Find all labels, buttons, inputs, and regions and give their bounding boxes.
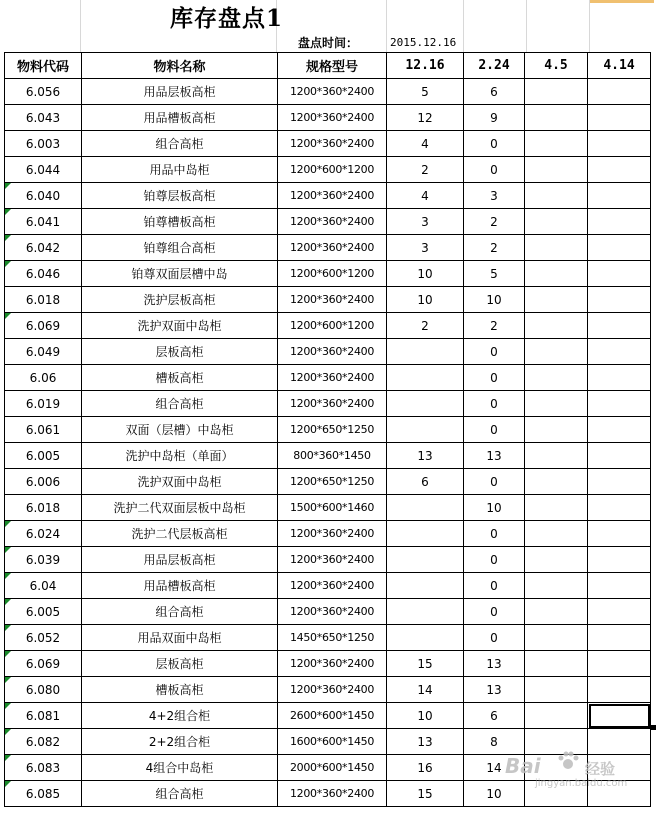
count-45-cell[interactable] <box>525 443 588 469</box>
material-code-cell[interactable]: 6.083 <box>5 755 82 781</box>
count-224-cell[interactable]: 2 <box>464 235 525 261</box>
material-name-cell[interactable]: 组合高柜 <box>82 391 278 417</box>
table-row <box>5 131 651 157</box>
count-1216-cell[interactable]: 13 <box>387 443 464 469</box>
material-name-cell[interactable]: 4组合中岛柜 <box>82 755 278 781</box>
spec-cell[interactable]: 1200*360*2400 <box>278 573 387 599</box>
count-45-cell[interactable] <box>525 547 588 573</box>
gridline <box>80 0 81 52</box>
material-name-cell[interactable]: 组合高柜 <box>82 131 278 157</box>
spec-cell[interactable]: 2600*600*1450 <box>278 703 387 729</box>
material-name-cell[interactable]: 组合高柜 <box>82 781 278 807</box>
count-224-cell[interactable]: 5 <box>464 261 525 287</box>
count-414-cell[interactable] <box>588 79 651 105</box>
count-1216-cell[interactable]: 4 <box>387 131 464 157</box>
count-1216-cell[interactable]: 5 <box>387 79 464 105</box>
header-row <box>5 53 651 79</box>
material-name-cell[interactable]: 槽板高柜 <box>82 365 278 391</box>
material-name-cell[interactable]: 用品双面中岛柜 <box>82 625 278 651</box>
inventory-date-label[interactable]: 盘点时间： <box>298 36 359 50</box>
material-code-cell[interactable]: 6.081 <box>5 703 82 729</box>
count-224-cell[interactable]: 10 <box>464 495 525 521</box>
count-45-cell[interactable] <box>525 521 588 547</box>
count-224-cell[interactable]: 0 <box>464 625 525 651</box>
count-45-cell[interactable] <box>525 391 588 417</box>
table-row <box>5 547 651 573</box>
material-name-cell[interactable]: 组合高柜 <box>82 599 278 625</box>
count-45-cell[interactable] <box>525 417 588 443</box>
count-414-cell[interactable] <box>588 443 651 469</box>
count-1216-cell[interactable]: 10 <box>387 287 464 313</box>
count-224-cell[interactable]: 0 <box>464 469 525 495</box>
fill-handle[interactable] <box>651 725 656 730</box>
spec-cell[interactable]: 800*360*1450 <box>278 443 387 469</box>
spec-cell[interactable]: 1200*360*2400 <box>278 677 387 703</box>
count-224-cell[interactable]: 2 <box>464 209 525 235</box>
gridline <box>526 0 527 52</box>
count-45-cell[interactable] <box>525 157 588 183</box>
material-name-cell[interactable]: 层板高柜 <box>82 651 278 677</box>
count-45-cell[interactable] <box>525 261 588 287</box>
count-45-cell[interactable] <box>525 651 588 677</box>
spec-cell[interactable]: 1200*650*1250 <box>278 469 387 495</box>
material-code-cell[interactable]: 6.061 <box>5 417 82 443</box>
count-224-cell[interactable]: 0 <box>464 547 525 573</box>
count-224-cell[interactable]: 6 <box>464 703 525 729</box>
table-row <box>5 209 651 235</box>
count-414-cell[interactable] <box>588 625 651 651</box>
count-45-cell[interactable] <box>525 573 588 599</box>
table-row <box>5 729 651 755</box>
count-224-cell[interactable]: 8 <box>464 729 525 755</box>
count-224-cell[interactable]: 0 <box>464 417 525 443</box>
count-414-cell[interactable] <box>588 521 651 547</box>
count-224-cell[interactable]: 13 <box>464 651 525 677</box>
material-name-cell[interactable]: 铂尊组合高柜 <box>82 235 278 261</box>
material-name-cell[interactable]: 洗护双面中岛柜 <box>82 313 278 339</box>
material-code-cell[interactable]: 6.069 <box>5 313 82 339</box>
material-code-cell[interactable]: 6.003 <box>5 131 82 157</box>
material-code-cell[interactable]: 6.044 <box>5 157 82 183</box>
count-414-cell[interactable] <box>588 157 651 183</box>
count-45-cell[interactable] <box>525 339 588 365</box>
material-code-cell[interactable]: 6.005 <box>5 599 82 625</box>
count-414-cell[interactable] <box>588 365 651 391</box>
material-name-cell[interactable]: 用品层板高柜 <box>82 79 278 105</box>
spec-cell[interactable]: 1200*360*2400 <box>278 599 387 625</box>
material-name-cell[interactable]: 洗护双面中岛柜 <box>82 469 278 495</box>
spec-cell[interactable]: 1200*360*2400 <box>278 365 387 391</box>
count-224-cell[interactable]: 0 <box>464 521 525 547</box>
count-45-cell[interactable] <box>525 235 588 261</box>
header-spec-model[interactable]: 规格型号 <box>278 53 387 79</box>
watermark-url: jingyan.baidu.com <box>535 778 628 789</box>
spec-cell[interactable]: 1200*650*1250 <box>278 417 387 443</box>
table-row <box>5 235 651 261</box>
table-row <box>5 365 651 391</box>
material-code-cell[interactable]: 6.04 <box>5 573 82 599</box>
count-45-cell[interactable] <box>525 105 588 131</box>
spec-cell[interactable]: 1200*360*2400 <box>278 235 387 261</box>
count-1216-cell[interactable]: 15 <box>387 781 464 807</box>
count-1216-cell[interactable]: 2 <box>387 313 464 339</box>
count-1216-cell[interactable] <box>387 391 464 417</box>
count-45-cell[interactable] <box>525 365 588 391</box>
material-name-cell[interactable]: 洗护层板高柜 <box>82 287 278 313</box>
count-1216-cell[interactable] <box>387 495 464 521</box>
material-code-cell[interactable]: 6.042 <box>5 235 82 261</box>
count-45-cell[interactable] <box>525 599 588 625</box>
count-1216-cell[interactable] <box>387 365 464 391</box>
count-1216-cell[interactable]: 16 <box>387 755 464 781</box>
count-224-cell[interactable]: 3 <box>464 183 525 209</box>
header-date-2[interactable]: 2.24 <box>464 53 525 79</box>
spec-cell[interactable]: 1200*360*2400 <box>278 391 387 417</box>
count-224-cell[interactable]: 0 <box>464 339 525 365</box>
material-code-cell[interactable]: 6.018 <box>5 495 82 521</box>
table-row <box>5 417 651 443</box>
count-1216-cell[interactable] <box>387 417 464 443</box>
count-414-cell[interactable] <box>588 183 651 209</box>
count-224-cell[interactable]: 10 <box>464 287 525 313</box>
gridline <box>386 0 387 52</box>
spec-cell[interactable]: 1200*360*2400 <box>278 339 387 365</box>
count-224-cell[interactable]: 0 <box>464 391 525 417</box>
count-1216-cell[interactable] <box>387 547 464 573</box>
material-code-cell[interactable]: 6.039 <box>5 547 82 573</box>
count-224-cell[interactable]: 0 <box>464 157 525 183</box>
count-1216-cell[interactable]: 6 <box>387 469 464 495</box>
spec-cell[interactable]: 1200*600*1200 <box>278 313 387 339</box>
count-45-cell[interactable] <box>525 183 588 209</box>
table-body <box>5 79 651 807</box>
spec-cell[interactable]: 1200*360*2400 <box>278 521 387 547</box>
count-414-cell[interactable] <box>588 313 651 339</box>
table-row <box>5 287 651 313</box>
material-code-cell[interactable]: 6.069 <box>5 651 82 677</box>
material-name-cell[interactable]: 洗护二代层板高柜 <box>82 521 278 547</box>
count-414-cell[interactable] <box>588 651 651 677</box>
material-code-cell[interactable]: 6.046 <box>5 261 82 287</box>
count-414-cell[interactable] <box>588 677 651 703</box>
material-name-cell[interactable]: 层板高柜 <box>82 339 278 365</box>
count-224-cell[interactable]: 0 <box>464 573 525 599</box>
count-1216-cell[interactable]: 2 <box>387 157 464 183</box>
count-1216-cell[interactable]: 15 <box>387 651 464 677</box>
count-45-cell[interactable] <box>525 677 588 703</box>
watermark <box>505 752 655 792</box>
count-414-cell[interactable] <box>588 469 651 495</box>
material-code-cell[interactable]: 6.018 <box>5 287 82 313</box>
table-row <box>5 625 651 651</box>
count-414-cell[interactable] <box>588 131 651 157</box>
material-name-cell[interactable]: 洗护中岛柜（单面） <box>82 443 278 469</box>
spec-cell[interactable]: 1200*360*2400 <box>278 781 387 807</box>
material-name-cell[interactable]: 4+2组合柜 <box>82 703 278 729</box>
count-45-cell[interactable] <box>525 79 588 105</box>
table-row <box>5 339 651 365</box>
table-row <box>5 573 651 599</box>
count-1216-cell[interactable]: 12 <box>387 105 464 131</box>
spec-cell[interactable]: 1200*360*2400 <box>278 131 387 157</box>
material-name-cell[interactable]: 洗护二代双面层板中岛柜 <box>82 495 278 521</box>
count-1216-cell[interactable]: 10 <box>387 261 464 287</box>
count-1216-cell[interactable]: 3 <box>387 235 464 261</box>
spec-cell[interactable]: 1200*600*1200 <box>278 157 387 183</box>
header-date-1[interactable]: 12.16 <box>387 53 464 79</box>
count-414-cell[interactable] <box>588 417 651 443</box>
header-date-4[interactable]: 4.14 <box>588 53 651 79</box>
material-code-cell[interactable]: 6.082 <box>5 729 82 755</box>
count-1216-cell[interactable] <box>387 625 464 651</box>
count-414-cell[interactable] <box>588 703 651 729</box>
spec-cell[interactable]: 1200*600*1200 <box>278 261 387 287</box>
count-224-cell[interactable]: 6 <box>464 79 525 105</box>
count-45-cell[interactable] <box>525 287 588 313</box>
table-row <box>5 703 651 729</box>
material-code-cell[interactable]: 6.024 <box>5 521 82 547</box>
spec-cell[interactable]: 1500*600*1460 <box>278 495 387 521</box>
inventory-table <box>4 52 651 807</box>
count-1216-cell[interactable]: 13 <box>387 729 464 755</box>
count-45-cell[interactable] <box>525 703 588 729</box>
count-224-cell[interactable]: 0 <box>464 599 525 625</box>
material-name-cell[interactable]: 用品槽板高柜 <box>82 105 278 131</box>
table-row <box>5 157 651 183</box>
count-224-cell[interactable]: 0 <box>464 365 525 391</box>
table-row <box>5 495 651 521</box>
table-row <box>5 391 651 417</box>
table-row <box>5 443 651 469</box>
spec-cell[interactable]: 1200*360*2400 <box>278 79 387 105</box>
material-code-cell[interactable]: 6.080 <box>5 677 82 703</box>
table-row <box>5 183 651 209</box>
count-224-cell[interactable]: 0 <box>464 131 525 157</box>
count-1216-cell[interactable] <box>387 339 464 365</box>
spec-cell[interactable]: 1200*360*2400 <box>278 287 387 313</box>
count-414-cell[interactable] <box>588 287 651 313</box>
table-row <box>5 521 651 547</box>
table-row <box>5 105 651 131</box>
material-code-cell[interactable]: 6.041 <box>5 209 82 235</box>
count-224-cell[interactable]: 14 <box>464 755 525 781</box>
count-414-cell[interactable] <box>588 105 651 131</box>
count-414-cell[interactable] <box>588 573 651 599</box>
count-45-cell[interactable] <box>525 625 588 651</box>
material-code-cell[interactable]: 6.052 <box>5 625 82 651</box>
inventory-date-value[interactable]: 2015.12.16 <box>390 36 457 49</box>
count-414-cell[interactable] <box>588 729 651 755</box>
watermark-logo-text: Bai <box>505 754 541 778</box>
material-code-cell[interactable]: 6.019 <box>5 391 82 417</box>
count-414-cell[interactable] <box>588 495 651 521</box>
column-header-accent <box>590 0 654 3</box>
count-224-cell[interactable]: 13 <box>464 677 525 703</box>
count-1216-cell[interactable] <box>387 521 464 547</box>
count-414-cell[interactable] <box>588 547 651 573</box>
material-code-cell[interactable]: 6.043 <box>5 105 82 131</box>
material-name-cell[interactable]: 用品层板高柜 <box>82 547 278 573</box>
header-material-code[interactable]: 物料代码 <box>5 53 82 79</box>
spec-cell[interactable]: 1200*360*2400 <box>278 209 387 235</box>
count-224-cell[interactable]: 10 <box>464 781 525 807</box>
spec-cell[interactable]: 2000*600*1450 <box>278 755 387 781</box>
spec-cell[interactable]: 1200*360*2400 <box>278 105 387 131</box>
header-material-name[interactable]: 物料名称 <box>82 53 278 79</box>
table-row <box>5 79 651 105</box>
gridline <box>463 0 464 52</box>
count-224-cell[interactable]: 9 <box>464 105 525 131</box>
table-row <box>5 651 651 677</box>
material-code-cell[interactable]: 6.056 <box>5 79 82 105</box>
count-1216-cell[interactable]: 14 <box>387 677 464 703</box>
material-code-cell[interactable]: 6.06 <box>5 365 82 391</box>
material-name-cell[interactable]: 用品中岛柜 <box>82 157 278 183</box>
table-row <box>5 313 651 339</box>
watermark-brand-text: 经验 <box>585 760 616 778</box>
table-row <box>5 599 651 625</box>
material-code-cell[interactable]: 6.040 <box>5 183 82 209</box>
count-1216-cell[interactable]: 4 <box>387 183 464 209</box>
count-1216-cell[interactable]: 10 <box>387 703 464 729</box>
spec-cell[interactable]: 1200*360*2400 <box>278 651 387 677</box>
material-name-cell[interactable]: 双面（层槽）中岛柜 <box>82 417 278 443</box>
sheet-title[interactable]: 库存盘点1 <box>170 5 284 32</box>
count-1216-cell[interactable] <box>387 573 464 599</box>
header-date-3[interactable]: 4.5 <box>525 53 588 79</box>
count-414-cell[interactable] <box>588 209 651 235</box>
spec-cell[interactable]: 1200*360*2400 <box>278 547 387 573</box>
count-224-cell[interactable]: 2 <box>464 313 525 339</box>
spec-cell[interactable]: 1200*360*2400 <box>278 183 387 209</box>
count-1216-cell[interactable] <box>387 599 464 625</box>
gridline <box>589 0 590 52</box>
material-code-cell[interactable]: 6.006 <box>5 469 82 495</box>
table-row <box>5 677 651 703</box>
material-code-cell[interactable]: 6.049 <box>5 339 82 365</box>
material-code-cell[interactable]: 6.085 <box>5 781 82 807</box>
count-414-cell[interactable] <box>588 339 651 365</box>
material-name-cell[interactable]: 用品槽板高柜 <box>82 573 278 599</box>
paw-icon <box>557 750 579 772</box>
count-1216-cell[interactable]: 3 <box>387 209 464 235</box>
material-name-cell[interactable]: 铂尊层板高柜 <box>82 183 278 209</box>
material-name-cell[interactable]: 铂尊槽板高柜 <box>82 209 278 235</box>
count-45-cell[interactable] <box>525 131 588 157</box>
spec-cell[interactable]: 1600*600*1450 <box>278 729 387 755</box>
count-414-cell[interactable] <box>588 235 651 261</box>
count-414-cell[interactable] <box>588 261 651 287</box>
spec-cell[interactable]: 1450*650*1250 <box>278 625 387 651</box>
material-name-cell[interactable]: 槽板高柜 <box>82 677 278 703</box>
count-45-cell[interactable] <box>525 313 588 339</box>
material-code-cell[interactable]: 6.005 <box>5 443 82 469</box>
count-45-cell[interactable] <box>525 469 588 495</box>
count-414-cell[interactable] <box>588 391 651 417</box>
material-name-cell[interactable]: 2+2组合柜 <box>82 729 278 755</box>
count-414-cell[interactable] <box>588 599 651 625</box>
table-row <box>5 261 651 287</box>
count-45-cell[interactable] <box>525 209 588 235</box>
count-224-cell[interactable]: 13 <box>464 443 525 469</box>
material-name-cell[interactable]: 铂尊双面层槽中岛 <box>82 261 278 287</box>
table-row <box>5 469 651 495</box>
count-45-cell[interactable] <box>525 495 588 521</box>
